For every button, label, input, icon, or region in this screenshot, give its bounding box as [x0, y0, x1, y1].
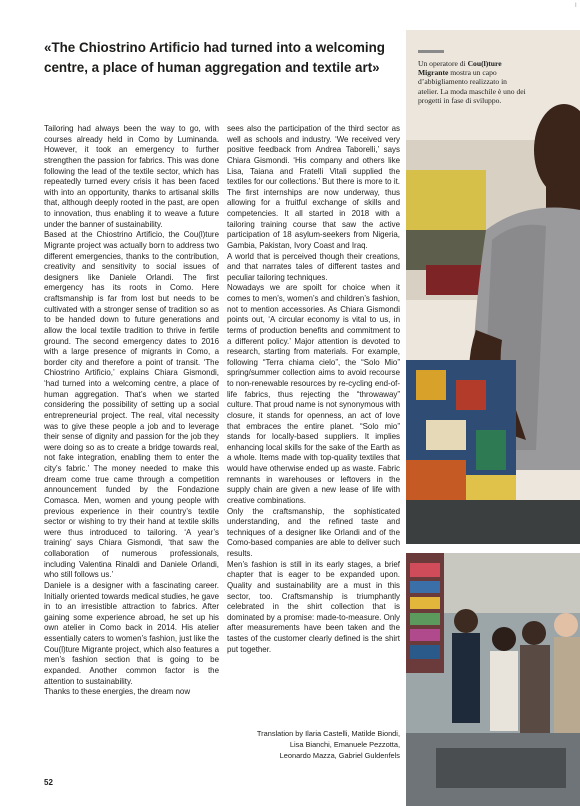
page-corner-mark: I: [575, 3, 577, 9]
caption-project-name: Cou(l)ture Migrante: [418, 59, 502, 78]
paragraph: Thanks to these energies, the dream now: [44, 687, 191, 697]
paragraph: sees also the participation of the third sector as well as schools and industry. ‘We received very positive feedback from Andrea Taborelli,’ says Chiara Gismondi. ‘His company and others like Lisa, Taiana and Fratelli Vitali supplied the textiles for our collections.’ But there is more to it. The first internships are now underway, thus allowing for a fruitful exchange of skills and competencies. It all started in 2018 with a tailoring training course that saw the active participation of 18 asylum-seekers from Nigeria, Gambia, Pakistan, Ivory Coast and Iraq.: [227, 124, 400, 250]
paragraph: Tailoring had always been the way to go, with courses already held in Como by Luminanda. However, it took an emergency to further strengthen the passion for fabrics. This was done following the lead of the textile sector, which has repeatedly turned every crisis it has been faced with into an opportunity, thanks to artisanal skills that, although deeply rooted in the past, are open to innovation, thus enabling it to weave a future under the banner of sustainability.: [44, 124, 219, 229]
paragraph: Only the craftsmanship, the sophisticated understanding, and the refined taste and techniques of a designer like Orlandi and of the Como-based companies are able to deliver such results.: [227, 506, 400, 558]
body-column-right: [227, 124, 400, 655]
credit-line: Leonardo Mazza, Gabriel Guldenfels: [279, 751, 400, 760]
paragraph: Nowadays we are spoilt for choice when it comes to men’s, women’s and children’s fashion, not to mention accessories. As Chiara Gismondi points out, ‘A circular economy is vital to us, in terms of production benefits and commitment to a different policy.’ Major attention is devoted to research, starting from materials. For example, following “Terra chiama cielo”, the “Solo Mio” spring/summer collection aims to avoid recourse to non-renewable resources by re-cycling end-of-life fabrics, thus rejecting the “throwaway” culture. That proud name is not synonymous with closure, it stands for openness, an act of love that embraces the entire planet. “Solo mio” stands for locally-based suppliers. It implies enhancing local skills for the sake of the Earth as a whole. Items made with top-quality textiles that would have otherwise ended up as waste. Fabric remnants in warehouses or leftovers in the supply chain are given a new lease of life with creative combinations.: [227, 283, 400, 505]
photo-group-of-people: [406, 553, 580, 806]
caption-suffix: mostra un capo d’abbigliamento realizzato in atelier. La moda maschile è uno dei progetti in fase di sviluppo.: [418, 68, 526, 105]
pull-quote: «The Chiostrino Artificio had turned into a welcoming centre, a place of human aggregation and textile art»: [44, 40, 385, 75]
paragraph: Daniele is a designer with a fascinating career. Initially oriented towards medical studies, he gave in to an irresistible attraction to fabrics. After gaining some experience abroad, he set up his own atelier in Como back in 2014. His atelier essentially caters to women’s fashion, just like the Cou(l)ture Migrante project, which also features a men’s fashion section that is going to be expanded. Another common factor is the attention to sustainability.: [44, 580, 220, 686]
page-number: 52: [44, 778, 53, 787]
photo-tailor-with-garment: [406, 30, 580, 544]
body-column-left: [44, 124, 219, 698]
credit-line: Translation by Ilaria Castelli, Matilde Biondi,: [256, 729, 400, 738]
caption-prefix: Un operatore di: [418, 59, 468, 68]
credit-line: Lisa Bianchi, Emanuele Pezzotta,: [289, 740, 400, 749]
paragraph: A world that is perceived though their creations, and that narrates tales of different tastes and peculiar tailoring techniques.: [227, 251, 400, 282]
paragraph: Men’s fashion is still in its early stages, a brief chapter that is eager to be expanded upon. Quality and sustainability are a must in this sector, too. Craftsmanship is triumphantly celebrated in the shirt collection that is dominated by a promise: made-to-measure. Only after measurements have been taken and the tastes of the customer clearly defined is the shirt put together.: [227, 559, 400, 654]
translation-credit: [227, 728, 400, 761]
caption-rule: [418, 50, 444, 53]
paragraph: Based at the Chiostrino Artificio, the Cou(l)ture Migrante project was actually born to address two different emergencies, thanks to the contribution, creativity and sensitivity to social issues of designers like Daniele Orlandi. The first emergency has its roots in Como. Here craftsmanship is far from lost but needs to be cultivated with a stronger sense of tradition so as to be handed down to future generations and allow the local textile tradition to thrive in fertile ground. The second emergency dates to 2016 with a large presence of migrants in Como, a border city and therefore a point of transit. ‘The Chiostrino Artificio,’ explains Chiara Gismondi, ‘had turned into a welcoming centre, a place of human aggregation. That’s when we started considering the possibility of setting up a social entrepreneurial project. The real, vital necessity was to give these people a job and to leverage their sense of dignity and passion for the job they were doing so as to create a bridge towards real, not fake integration, enabling them to enter the city’s fabric.’ The money needed to make this dream come true came through a competition announcement funded by the Fondazione Comasca. Men, women and young people with previous experience in their country’s textile sector or wishing to try their hand at textile skills were thus introduced to tailoring. ‘A year’s training’ says Chiara Gismondi, ‘that saw the collaboration of numerous professionals, including Valentina Rinaldi and Daniele Orlandi, who still follows us.’: [44, 230, 219, 580]
photo-caption: [418, 59, 528, 105]
